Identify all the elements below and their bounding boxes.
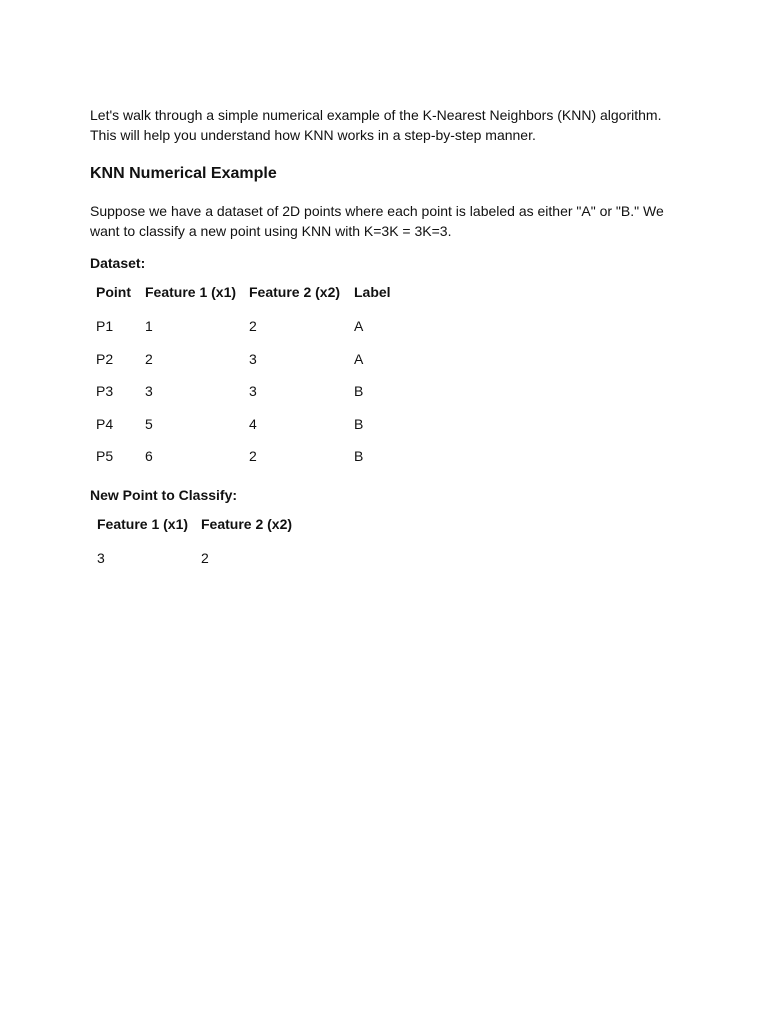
table-row <box>96 440 404 473</box>
cell-feature2: 3 <box>249 350 257 367</box>
cell-feature1: 5 <box>145 415 153 432</box>
cell-feature2: 4 <box>249 415 257 432</box>
cell-feature2: 2 <box>249 318 257 335</box>
cell-label: A <box>354 350 364 367</box>
table-row <box>96 343 404 376</box>
new-point-header-feature1: Feature 1 (x1) <box>97 516 189 532</box>
section-heading: KNN Numerical Example <box>90 165 277 182</box>
intro-paragraph <box>90 106 690 145</box>
cell-feature1: 2 <box>145 350 153 367</box>
cell-point: P4 <box>96 415 114 432</box>
table-row <box>97 542 305 575</box>
table-row <box>96 310 404 343</box>
document-page <box>90 106 690 567</box>
new-point-table <box>97 516 305 575</box>
cell-feature2: 2 <box>249 448 257 465</box>
cell-label: B <box>354 415 364 432</box>
new-point-header-row <box>97 516 305 542</box>
cell-point: P2 <box>96 350 114 367</box>
cell-feature1: 3 <box>145 383 153 400</box>
table-row <box>96 375 404 408</box>
cell-point: P1 <box>96 318 114 335</box>
dataset-header-label: Label <box>354 284 391 300</box>
cell-feature2: 3 <box>249 383 257 400</box>
new-point-label: New Point to Classify: <box>90 487 238 503</box>
cell-feature2: 2 <box>201 550 209 567</box>
dataset-header-feature2: Feature 2 (x2) <box>249 284 341 300</box>
dataset-header-feature1: Feature 1 (x1) <box>145 284 237 300</box>
description-line-2: want to classify a new point using KNN with K=3K = 3K=3. <box>90 222 452 239</box>
cell-feature1: 6 <box>145 448 153 465</box>
cell-feature1: 1 <box>145 318 153 335</box>
cell-label: A <box>354 318 364 335</box>
intro-line-1: Let's walk through a simple numerical example of the K-Nearest Neighbors (KNN) algorithm. <box>90 107 662 123</box>
dataset-header-point: Point <box>96 284 131 300</box>
cell-label: B <box>354 448 364 465</box>
cell-feature1: 3 <box>97 550 105 567</box>
cell-label: B <box>354 383 364 400</box>
intro-line-2: This will help you understand how KNN works in a step-by-step manner. <box>90 126 536 143</box>
table-row <box>96 408 404 441</box>
dataset-label: Dataset: <box>90 255 146 271</box>
description-line-1: Suppose we have a dataset of 2D points where each point is labeled as either "A" or "B." We <box>90 203 664 219</box>
dataset-table <box>96 284 404 473</box>
cell-point: P3 <box>96 383 114 400</box>
cell-point: P5 <box>96 448 114 465</box>
new-point-header-feature2: Feature 2 (x2) <box>201 516 293 532</box>
dataset-header-row <box>96 284 404 310</box>
description-paragraph <box>90 202 690 241</box>
